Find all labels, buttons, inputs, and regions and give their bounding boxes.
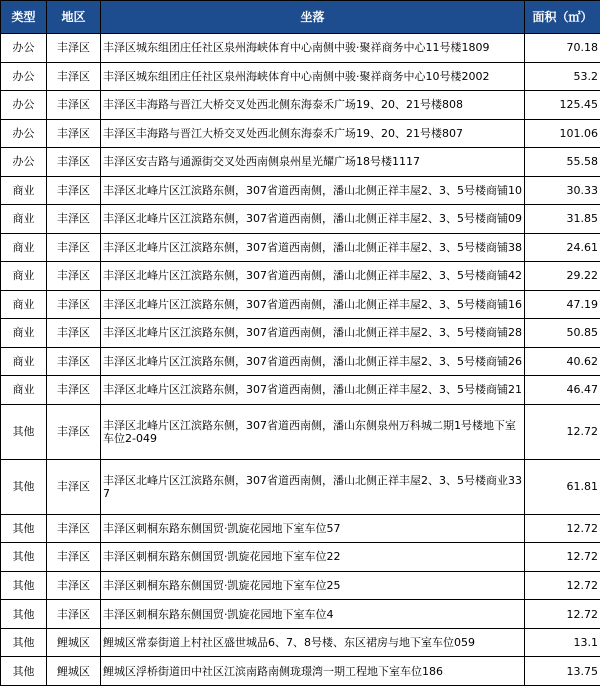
cell-type: 商业 [1, 290, 47, 319]
cell-region: 丰泽区 [47, 148, 101, 177]
cell-area: 61.81 [525, 459, 600, 514]
cell-location: 鲤城区常泰街道上村社区盛世城品6、7、8号楼、东区裙房与地下室车位059 [101, 628, 525, 657]
cell-area: 12.72 [525, 543, 600, 572]
table-row [1, 347, 600, 376]
table-row [1, 176, 600, 205]
cell-location: 丰泽区丰海路与晋江大桥交叉处西北侧东海泰禾广场19、20、21号楼808 [101, 91, 525, 120]
header-type: 类型 [1, 1, 47, 34]
header-row [1, 1, 600, 34]
table-row [1, 290, 600, 319]
table-row [1, 119, 600, 148]
cell-type: 商业 [1, 176, 47, 205]
cell-region: 丰泽区 [47, 205, 101, 234]
cell-area: 55.58 [525, 148, 600, 177]
cell-location: 丰泽区城东组团庄任社区泉州海峡体育中心南侧中骏·聚祥商务中心11号楼1809 [101, 34, 525, 63]
header-region: 地区 [47, 1, 101, 34]
cell-area: 101.06 [525, 119, 600, 148]
table-row [1, 233, 600, 262]
cell-region: 鲤城区 [47, 628, 101, 657]
cell-type: 商业 [1, 347, 47, 376]
cell-location: 丰泽区安吉路与通源街交叉处西南侧泉州星光耀广场18号楼1117 [101, 148, 525, 177]
cell-type: 其他 [1, 600, 47, 629]
cell-type: 办公 [1, 148, 47, 177]
cell-area: 50.85 [525, 319, 600, 348]
cell-type: 商业 [1, 262, 47, 291]
table-row [1, 459, 600, 514]
cell-region: 丰泽区 [47, 91, 101, 120]
header-location: 坐落 [101, 1, 525, 34]
cell-location: 丰泽区北峰片区江滨路东侧，307省道西南侧，潘山北侧正祥丰屋2、3、5号楼商铺21 [101, 376, 525, 405]
cell-region: 丰泽区 [47, 319, 101, 348]
cell-area: 12.72 [525, 404, 600, 459]
table-row [1, 657, 600, 686]
cell-type: 办公 [1, 62, 47, 91]
table-row [1, 205, 600, 234]
cell-area: 24.61 [525, 233, 600, 262]
table-row [1, 34, 600, 63]
cell-type: 其他 [1, 514, 47, 543]
cell-area: 125.45 [525, 91, 600, 120]
cell-location: 丰泽区北峰片区江滨路东侧，307省道西南侧，潘山北侧正祥丰屋2、3、5号楼商铺28 [101, 319, 525, 348]
cell-location: 丰泽区城东组团庄任社区泉州海峡体育中心南侧中骏·聚祥商务中心10号楼2002 [101, 62, 525, 91]
cell-type: 其他 [1, 571, 47, 600]
cell-region: 丰泽区 [47, 600, 101, 629]
table-row [1, 543, 600, 572]
table-body [1, 34, 600, 686]
cell-area: 31.85 [525, 205, 600, 234]
cell-area: 13.75 [525, 657, 600, 686]
table-row [1, 571, 600, 600]
cell-location: 鲤城区浮桥街道田中社区江滨南路南侧珑璟湾一期工程地下室车位186 [101, 657, 525, 686]
cell-type: 商业 [1, 376, 47, 405]
cell-type: 办公 [1, 91, 47, 120]
cell-type: 办公 [1, 119, 47, 148]
cell-type: 商业 [1, 233, 47, 262]
cell-location: 丰泽区北峰片区江滨路东侧，307省道西南侧，潘山北侧正祥丰屋2、3、5号楼商铺16 [101, 290, 525, 319]
table-row [1, 319, 600, 348]
cell-type: 商业 [1, 205, 47, 234]
cell-type: 其他 [1, 657, 47, 686]
cell-region: 丰泽区 [47, 543, 101, 572]
table-row [1, 62, 600, 91]
cell-type: 其他 [1, 404, 47, 459]
cell-location: 丰泽区刺桐东路东侧国贸·凯旋花园地下室车位25 [101, 571, 525, 600]
cell-region: 丰泽区 [47, 262, 101, 291]
table-row [1, 148, 600, 177]
cell-region: 丰泽区 [47, 347, 101, 376]
cell-region: 丰泽区 [47, 376, 101, 405]
cell-region: 鲤城区 [47, 657, 101, 686]
cell-location: 丰泽区刺桐东路东侧国贸·凯旋花园地下室车位4 [101, 600, 525, 629]
cell-location: 丰泽区北峰片区江滨路东侧，307省道西南侧，潘山北侧正祥丰屋2、3、5号楼商铺38 [101, 233, 525, 262]
table-row [1, 262, 600, 291]
table-row [1, 91, 600, 120]
cell-location: 丰泽区北峰片区江滨路东侧，307省道西南侧，潘山北侧正祥丰屋2、3、5号楼商铺09 [101, 205, 525, 234]
cell-location: 丰泽区北峰片区江滨路东侧，307省道西南侧，潘山北侧正祥丰屋2、3、5号楼商业337 [101, 459, 525, 514]
cell-area: 30.33 [525, 176, 600, 205]
cell-location: 丰泽区北峰片区江滨路东侧，307省道西南侧，潘山北侧正祥丰屋2、3、5号楼商铺10 [101, 176, 525, 205]
cell-area: 46.47 [525, 376, 600, 405]
cell-region: 丰泽区 [47, 290, 101, 319]
table-row [1, 628, 600, 657]
cell-type: 其他 [1, 543, 47, 572]
cell-region: 丰泽区 [47, 176, 101, 205]
table-row [1, 514, 600, 543]
cell-location: 丰泽区北峰片区江滨路东侧，307省道西南侧，潘山东侧泉州万科城二期1号楼地下室车位2-049 [101, 404, 525, 459]
cell-region: 丰泽区 [47, 514, 101, 543]
cell-area: 12.72 [525, 571, 600, 600]
cell-area: 53.2 [525, 62, 600, 91]
cell-location: 丰泽区刺桐东路东侧国贸·凯旋花园地下室车位22 [101, 543, 525, 572]
cell-region: 丰泽区 [47, 404, 101, 459]
cell-location: 丰泽区北峰片区江滨路东侧，307省道西南侧，潘山北侧正祥丰屋2、3、5号楼商铺42 [101, 262, 525, 291]
cell-region: 丰泽区 [47, 62, 101, 91]
cell-area: 40.62 [525, 347, 600, 376]
cell-location: 丰泽区刺桐东路东侧国贸·凯旋花园地下室车位57 [101, 514, 525, 543]
cell-area: 47.19 [525, 290, 600, 319]
cell-region: 丰泽区 [47, 459, 101, 514]
cell-area: 13.1 [525, 628, 600, 657]
cell-location: 丰泽区丰海路与晋江大桥交叉处西北侧东海泰禾广场19、20、21号楼807 [101, 119, 525, 148]
cell-region: 丰泽区 [47, 233, 101, 262]
cell-type: 其他 [1, 459, 47, 514]
cell-area: 29.22 [525, 262, 600, 291]
table-row [1, 404, 600, 459]
cell-area: 70.18 [525, 34, 600, 63]
cell-location: 丰泽区北峰片区江滨路东侧，307省道西南侧，潘山北侧正祥丰屋2、3、5号楼商铺26 [101, 347, 525, 376]
cell-region: 丰泽区 [47, 571, 101, 600]
table-header [1, 1, 600, 34]
cell-type: 商业 [1, 319, 47, 348]
cell-region: 丰泽区 [47, 34, 101, 63]
cell-area: 12.72 [525, 600, 600, 629]
table-row [1, 600, 600, 629]
cell-type: 其他 [1, 628, 47, 657]
cell-area: 12.72 [525, 514, 600, 543]
header-area: 面积（㎡） [525, 1, 600, 34]
cell-type: 办公 [1, 34, 47, 63]
table-row [1, 376, 600, 405]
cell-region: 丰泽区 [47, 119, 101, 148]
